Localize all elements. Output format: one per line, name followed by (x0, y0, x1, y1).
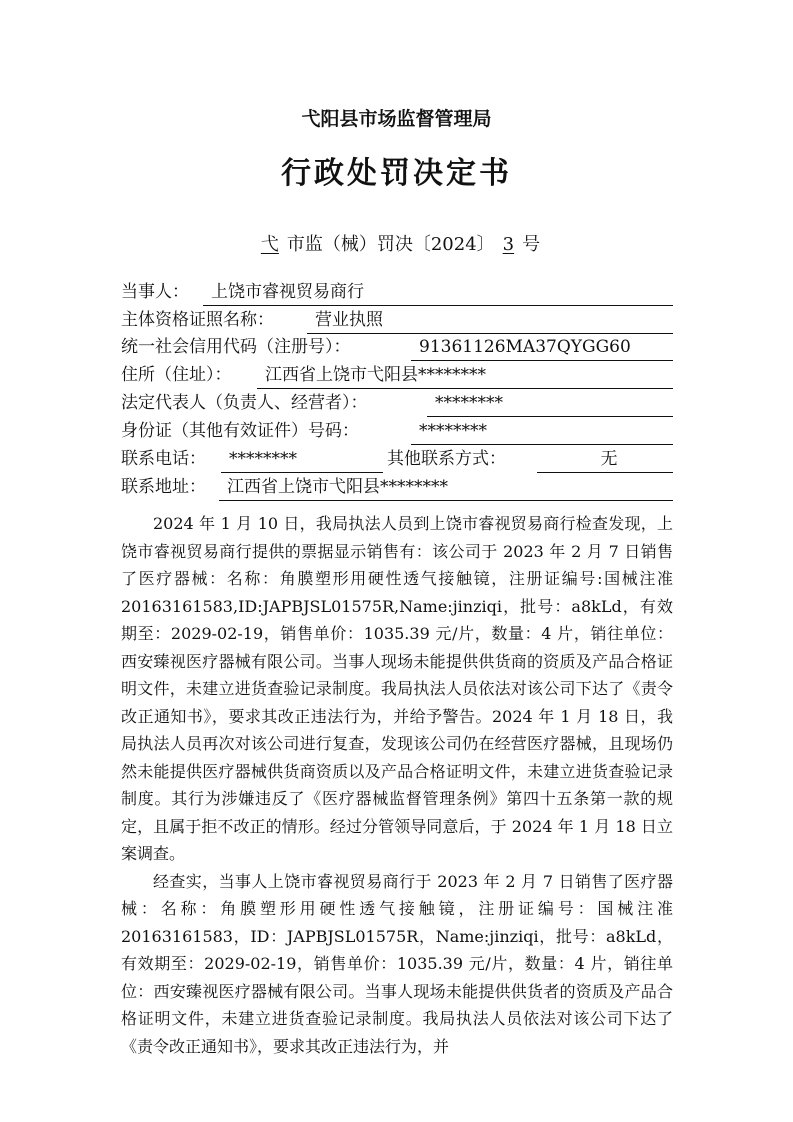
doc-number-prefix: 弋 (260, 234, 279, 255)
agency-name: 弋阳县市场监督管理局 (301, 108, 492, 130)
license-row (121, 309, 673, 331)
other-contact-value: 无 (537, 448, 673, 473)
document-title: 行政处罚决定书 (281, 156, 512, 191)
legal-rep-value: ******** (427, 392, 673, 417)
legal-rep-label: 法定代表人（负责人、经营者）： (121, 393, 368, 413)
paragraph-1: 2024 年 1 月 10 日，我局执法人员到上饶市睿视贸易商行检查发现，上饶市睿视贸易商行提供的票据显示销售有：该公司于 2023 年 2 月 7 日销售了医疗器械：名称：角膜塑形用硬性透气接触镜，注册证编号:国械注准20163161583,ID:JAPBJSL01575R,Name:jinziqi，批号：a8kLd，有效期至：2029-02-19，销售单价：1035.39 元/片，数量：4 片，销往单位：西安臻视医疗器械有限公司。当事人现场未能提供供货商的资质及产品合格证明文件，未建立进货查验记录制度。我局执法人员依法对该公司下达了《责令改正通知书》，要求其改正违法行为，并给予警告。2024 年 1 月 18 日，我局执法人员再次对该公司进行复查，发现该公司仍在经营医疗器械，且现场仍然未能提供医疗器械供货商资质以及产品合格证明文件，未建立进货查验记录制度。其行为涉嫌违反了《医疗器械监督管理条例》第四十五条第一款的规定，且属于拒不改正的情形。经过分管领导同意后，于 2024 年 1 月 18 日立案调查。 (121, 514, 673, 863)
document-number (0, 230, 793, 256)
credit-code-row (121, 336, 673, 358)
license-value: 营业执照 (307, 309, 673, 334)
contact-address-label: 联系地址： (121, 477, 206, 497)
party-name-label: 当事人： (121, 282, 189, 302)
contact-row (121, 448, 673, 470)
other-contact-label: 其他联系方式： (387, 449, 506, 469)
party-name-row (121, 281, 673, 303)
address-value: 江西省上饶市弋阳县******** (257, 364, 673, 389)
credit-code-value: 91361126MA37QYGG60 (411, 336, 673, 361)
address-label: 住所（住址）： (121, 365, 232, 385)
id-number-label: 身份证（其他有效证件）号码： (121, 421, 359, 441)
address-row (121, 364, 673, 386)
id-number-value: ******** (411, 420, 673, 445)
credit-code-label: 统一社会信用代码（注册号）： (121, 337, 351, 357)
phone-value: ******** (221, 448, 383, 473)
contact-address-row (121, 476, 673, 498)
body-text (121, 510, 673, 1060)
contact-address-value: 江西省上饶市弋阳县******** (219, 476, 673, 501)
doc-number-middle: 市监（械）罚决〔2024〕 (286, 234, 495, 255)
id-number-row (121, 420, 673, 442)
license-label: 主体资格证照名称： (121, 310, 274, 330)
legal-rep-row (121, 392, 673, 414)
doc-number-value: 3 (502, 234, 515, 255)
phone-label: 联系电话： (121, 449, 206, 469)
doc-number-suffix: 号 (522, 234, 541, 255)
paragraph-2: 经查实，当事人上饶市睿视贸易商行于 2023 年 2 月 7 日销售了医疗器械：名称：角膜塑形用硬性透气接触镜，注册证编号：国械注准 20163161583，ID：JAPBJSL01575R，Name:jinziqi，批号：a8kLd，有效期至：2029-02-19，销售单价：1035.39 元/片，数量：4 片，销往单位：西安臻视医疗器械有限公司。当事人现场未能提供供货者的资质及产品合格证明文件，未建立进货查验记录制度。我局执法人员依法对该公司下达了《责令改正通知书》，要求其改正违法行为，并 (121, 871, 673, 1056)
party-name-value: 上饶市睿视贸易商行 (203, 281, 673, 306)
